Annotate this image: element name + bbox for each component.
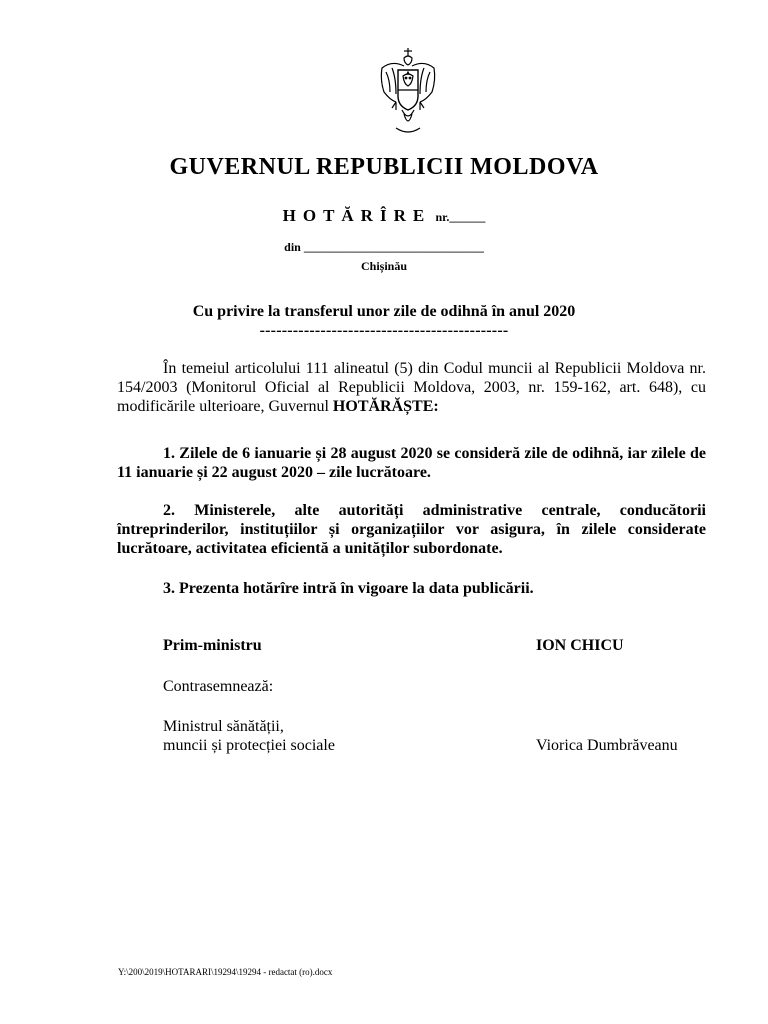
decision-number-field: nr.______	[435, 210, 486, 224]
coat-of-arms-emblem	[374, 46, 442, 138]
minister-title-line1: Ministrul sănătății,	[163, 718, 284, 735]
government-title: GUVERNUL REPUBLICII MOLDOVA	[169, 154, 599, 180]
date-field: din ______________________________	[284, 240, 484, 254]
minister-title-line2: muncii și protecției sociale	[163, 737, 335, 754]
article-1-text: Zilele de 6 ianuarie și 28 august 2020 se consideră zile de odihnă, iar zilele de 11 ianuarie și 22 august 2020 – zile lucrătoare.	[117, 445, 706, 481]
prime-minister-title: Prim-ministru	[163, 637, 262, 654]
city-label: Chișinău	[360, 259, 408, 273]
article-3	[117, 579, 706, 598]
article-2-text: Ministerele, alte autorități administrative centrale, conducătorii întreprinderilor, instituțiilor și organizațiilor vor asigura, în zilele considerate lucrătoare, activitatea eficientă a unităților subordonate.	[117, 502, 706, 557]
file-path-footer: Y:\200\2019\HOTARARI\19294\19294 - redactat (ro).docx	[118, 967, 333, 977]
article-3-text: Prezenta hotărîre intră în vigoare la data publicării.	[175, 580, 534, 597]
decision-heading	[0, 206, 768, 226]
intro-text: În temeiul articolului 111 alineatul (5) din Codul muncii al Republicii Moldova nr. 154/2003 (Monitorul Oficial al Republicii Moldova, 2003, nr. 159-162, art. 648), cu modificările ulterioare, Guvernul	[117, 360, 706, 415]
subject-underline: ---------------------------------------------	[259, 322, 509, 339]
decision-word: HOTĂRÎRE	[282, 206, 432, 225]
article-2	[117, 501, 706, 558]
article-1	[117, 444, 706, 482]
minister-name: Viorica Dumbrăveanu	[536, 737, 678, 754]
article-3-number: 3.	[163, 580, 175, 597]
intro-paragraph	[117, 359, 706, 416]
countersign-label: Contrasemnează:	[163, 678, 274, 695]
decides-keyword: HOTĂRĂȘTE:	[332, 398, 439, 415]
article-1-number: 1.	[163, 445, 175, 462]
prime-minister-name: ION CHICU	[536, 637, 624, 654]
subject-title: Cu privire la transferul unor zile de odihnă în anul 2020	[192, 303, 576, 320]
article-2-number: 2.	[163, 502, 175, 519]
